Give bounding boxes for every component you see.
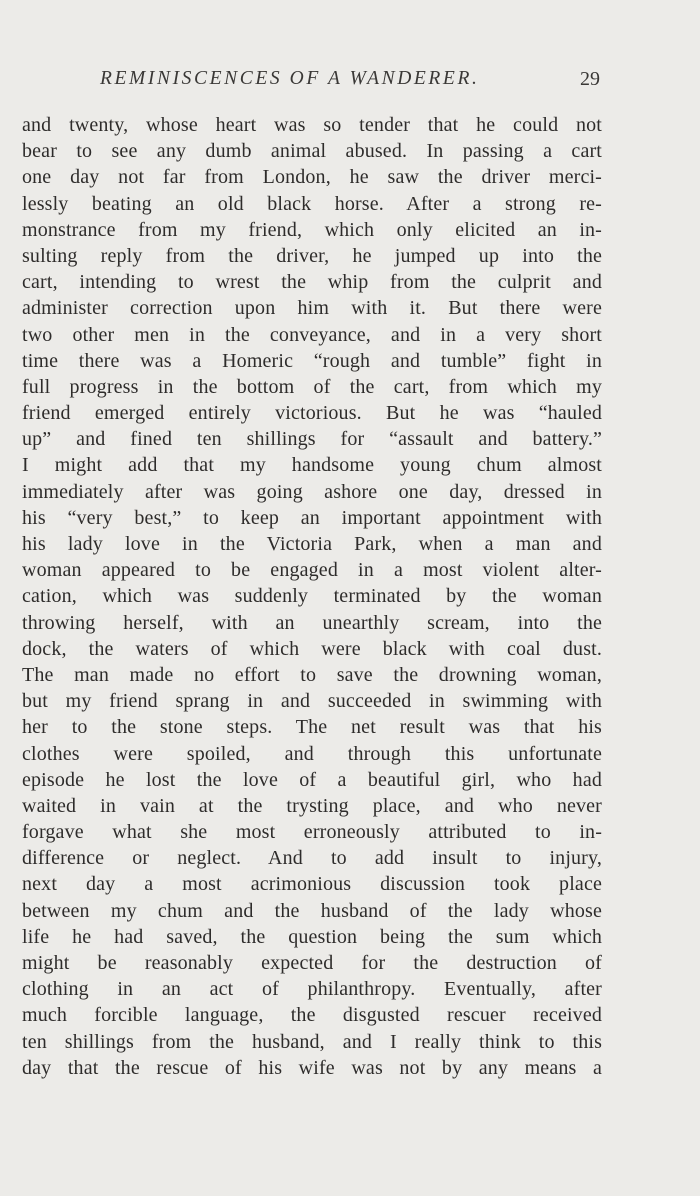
text-line: day that the rescue of his wife was not by any means a: [22, 1056, 602, 1079]
text-line: but my friend sprang in and succeeded in swimming with: [22, 690, 602, 713]
text-line: life he had saved, the question being the sum which: [22, 925, 602, 948]
text-line: much forcible language, the disgusted rescuer received: [22, 1004, 602, 1027]
text-line: lessly beating an old black horse. After a strong re-: [22, 192, 602, 215]
text-line: administer correction upon him with it. But there were: [22, 297, 602, 320]
text-line: one day not far from London, he saw the driver merci-: [22, 166, 602, 189]
text-line: two other men in the conveyance, and in a very short: [22, 323, 602, 346]
text-line: ten shillings from the husband, and I really think to this: [22, 1030, 602, 1053]
text-line: I might add that my handsome young chum almost: [22, 454, 602, 477]
running-head: [22, 68, 600, 96]
text-line: next day a most acrimonious discussion took place: [22, 873, 602, 896]
text-line: cart, intending to wrest the whip from the culprit and: [22, 271, 602, 294]
page-number: 29: [580, 68, 600, 90]
text-line: bear to see any dumb animal abused. In passing a cart: [22, 140, 602, 163]
text-line: up” and fined ten shillings for “assault and battery.”: [22, 428, 602, 451]
text-line: difference or neglect. And to add insult to injury,: [22, 847, 602, 870]
text-line: his lady love in the Victoria Park, when a man and: [22, 533, 602, 555]
text-line: full progress in the bottom of the cart, from which my: [22, 375, 602, 398]
body-text: [22, 112, 602, 1081]
text-line: monstrance from my friend, which only elicited an in-: [22, 218, 602, 241]
text-line: her to the stone steps. The net result was that his: [22, 716, 602, 739]
text-line: and twenty, whose heart was so tender that he could not: [22, 114, 602, 136]
text-line: dock, the waters of which were black with coal dust.: [22, 637, 602, 660]
text-line: sulting reply from the driver, he jumped up into the: [22, 244, 602, 267]
text-line: might be reasonably expected for the destruction of: [22, 952, 602, 974]
running-title: REMINISCENCES OF A WANDERER.: [100, 68, 480, 89]
text-line: clothing in an act of philanthropy. Eventually, after: [22, 978, 602, 1001]
text-line: his “very best,” to keep an important appointment with: [22, 506, 602, 529]
text-line: throwing herself, with an unearthly scream, into the: [22, 611, 602, 634]
text-line: The man made no effort to save the drowning woman,: [22, 663, 602, 686]
text-line: immediately after was going ashore one day, dressed in: [22, 480, 602, 503]
text-line: clothes were spoiled, and through this unfortunate: [22, 742, 602, 765]
text-line: woman appeared to be engaged in a most violent alter-: [22, 559, 602, 582]
text-line: episode he lost the love of a beautiful girl, who had: [22, 768, 602, 791]
text-line: forgave what she most erroneously attributed to in-: [22, 821, 602, 844]
text-line: time there was a Homeric “rough and tumble” fight in: [22, 349, 602, 372]
text-line: between my chum and the husband of the lady whose: [22, 899, 602, 922]
text-line: cation, which was suddenly terminated by the woman: [22, 585, 602, 608]
text-line: friend emerged entirely victorious. But he was “hauled: [22, 402, 602, 425]
text-line: waited in vain at the trysting place, and who never: [22, 794, 602, 817]
